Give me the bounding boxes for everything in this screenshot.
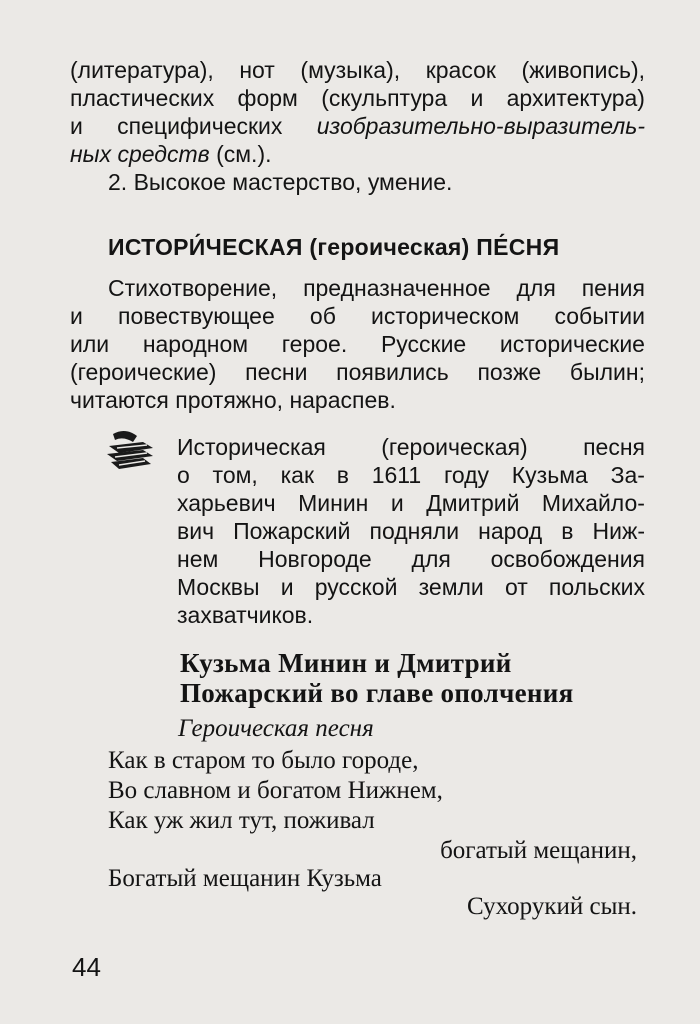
word: для <box>411 546 451 572</box>
word: народ <box>478 518 543 544</box>
text-line <box>70 112 645 140</box>
text-line <box>70 140 272 168</box>
word: нот <box>239 57 275 83</box>
poem-line: Богатый мещанин Кузьма <box>108 865 382 892</box>
word: герое. <box>281 331 348 357</box>
word: подняли <box>369 518 460 544</box>
word: харьевич <box>177 490 276 516</box>
word: позже <box>477 359 542 385</box>
book-stack-icon <box>103 428 157 474</box>
word: Русские <box>380 331 467 357</box>
word: польских <box>548 574 645 600</box>
word: специфических <box>117 113 283 139</box>
text-line <box>177 545 645 573</box>
word: предназначенное <box>303 275 491 301</box>
word: как <box>280 462 314 488</box>
word: от <box>504 574 528 600</box>
word: Минин <box>298 490 369 516</box>
word: (музыка), <box>300 57 401 83</box>
word: красок <box>425 57 496 83</box>
word: Кузьма <box>511 462 588 488</box>
cross-reference: (см.). <box>209 141 272 167</box>
word: историческом <box>371 303 520 329</box>
text-line: захватчиков. <box>177 602 314 628</box>
word: пения <box>581 275 645 301</box>
text-line <box>70 56 645 84</box>
word: (героическая) <box>381 434 528 460</box>
word: исторические <box>499 331 645 357</box>
word: освобождения <box>490 546 645 572</box>
word: об <box>309 303 336 329</box>
word: Ниж- <box>592 518 645 544</box>
poem-line: Как уж жил тут, поживал <box>108 807 375 834</box>
text-line <box>177 489 645 517</box>
word: Москвы <box>177 574 260 600</box>
word: За- <box>610 462 645 488</box>
word: форм <box>237 85 298 111</box>
poem-line: Во славном и богатом Нижнем, <box>108 777 443 804</box>
word: Дмитрий <box>426 490 520 516</box>
text-line <box>177 517 645 545</box>
word: и <box>280 574 294 600</box>
word: 1611 <box>371 462 422 488</box>
word: нем <box>177 546 219 572</box>
poem-line: богатый мещанин, <box>440 837 637 864</box>
word: народном <box>142 331 249 357</box>
text-line: читаются протяжно, нараспев. <box>70 387 396 413</box>
poem-subtitle: Героическая песня <box>178 715 374 742</box>
word: и <box>390 490 404 516</box>
word: русской <box>314 574 398 600</box>
word: в <box>561 518 574 544</box>
text-line <box>177 461 645 489</box>
word: песня <box>583 434 645 460</box>
word: Михайло- <box>541 490 645 516</box>
text-line <box>70 330 645 358</box>
word: повествующее <box>118 303 275 329</box>
word: Историческая <box>177 434 326 460</box>
word: вич <box>177 518 215 544</box>
word: появились <box>336 359 449 385</box>
text-line <box>177 433 645 461</box>
word: (скульптура <box>321 85 448 111</box>
heading-paren: (героическая) <box>309 234 470 260</box>
word: Стихотворение, <box>108 275 278 301</box>
word: Новгороде <box>258 546 372 572</box>
word: для <box>516 275 556 301</box>
word: том, <box>212 462 258 488</box>
entry-heading <box>108 233 559 261</box>
word: (литература), <box>70 57 214 83</box>
word: песни <box>245 359 308 385</box>
heading-main: ИСТОРИ́ЧЕСКАЯ <box>108 234 303 260</box>
word: (живопись), <box>521 57 645 83</box>
poem-line: Сухорукий сын. <box>467 893 637 920</box>
word: и <box>70 303 83 329</box>
page-number: 44 <box>72 952 101 982</box>
poem-title-line-2: Пожарский во главе ополчения <box>180 678 574 708</box>
text-line <box>70 302 645 330</box>
text-line <box>70 358 645 386</box>
italic-term: изобразительно-выразитель- <box>316 113 645 139</box>
word: и <box>70 113 83 139</box>
heading-end: ПЕ́СНЯ <box>476 234 560 260</box>
word: земли <box>418 574 484 600</box>
poem-title-line-1: Кузьма Минин и Дмитрий <box>180 648 512 678</box>
word: (героические) <box>70 359 217 385</box>
word: году <box>443 462 490 488</box>
word: о <box>177 462 190 488</box>
word: событии <box>554 303 645 329</box>
poem-line: Как в старом то было городе, <box>108 747 419 774</box>
text-line <box>108 274 645 302</box>
word: Пожарский <box>233 518 351 544</box>
word: в <box>336 462 349 488</box>
word: архитектура) <box>506 85 645 111</box>
word: или <box>70 331 110 357</box>
text-line <box>70 84 645 112</box>
text-line <box>177 573 645 601</box>
italic-term: ных средств <box>70 141 210 167</box>
word: и <box>470 85 484 111</box>
text-line: 2. Высокое мастерство, умение. <box>108 169 453 195</box>
word: пластических <box>70 85 215 111</box>
word: былин; <box>569 359 645 385</box>
